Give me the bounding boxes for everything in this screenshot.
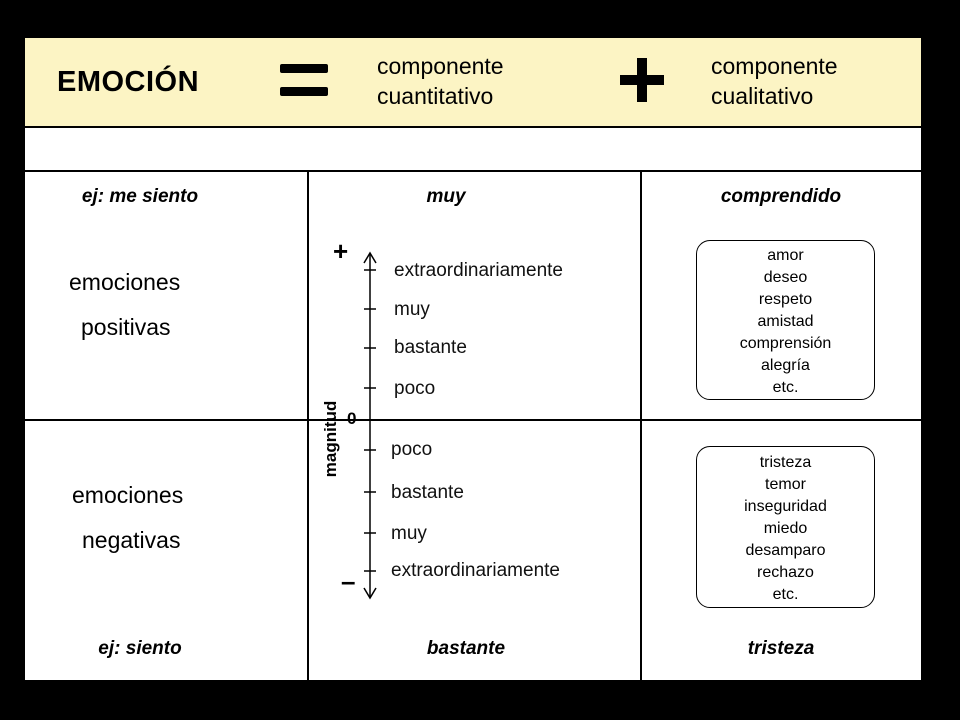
- scale-pos-level-3: bastante: [394, 337, 467, 358]
- diagram-panel: [25, 38, 921, 680]
- negative-emotion-item: inseguridad: [744, 498, 827, 515]
- grid-line-middle: [25, 419, 921, 421]
- magnitude-label: magnitud: [321, 400, 340, 478]
- scale-zero: 0: [347, 409, 357, 428]
- example-bottom-col3: tristeza: [747, 638, 815, 659]
- negative-emotions-label: [72, 473, 183, 563]
- positive-emotion-item: respeto: [758, 291, 813, 308]
- scale-neg-level-1: poco: [391, 439, 433, 460]
- grid-line-col2: [640, 170, 642, 680]
- positive-emotions-label: [69, 260, 180, 350]
- positive-emotion-item: etc.: [772, 379, 799, 396]
- negative-line-1: emociones: [72, 482, 184, 508]
- qualitative-line-1: componente: [711, 53, 838, 79]
- negative-emotion-item: rechazo: [757, 564, 814, 581]
- scale-plus: +: [333, 236, 349, 266]
- magnitude-axis: [355, 248, 385, 603]
- scale-neg-level-3: muy: [391, 523, 427, 544]
- negative-emotions-box: [696, 446, 875, 608]
- negative-line-2: negativas: [82, 527, 181, 553]
- grid-line-col1: [307, 170, 309, 680]
- positive-emotions-box: [696, 240, 875, 400]
- qualitative-line-2: cualitativo: [711, 83, 814, 109]
- positive-emotion-item: comprensión: [739, 335, 832, 352]
- positive-line-2: positivas: [81, 314, 171, 340]
- equals-sign: [280, 64, 328, 110]
- example-top-col3: comprendido: [720, 186, 842, 207]
- negative-emotion-item: desamparo: [745, 542, 826, 559]
- quantitative-line-1: componente: [377, 53, 504, 79]
- quantitative-label: [377, 51, 504, 111]
- scale-pos-level-2: muy: [394, 299, 430, 320]
- negative-emotion-item: tristeza: [759, 454, 812, 471]
- example-bottom-col2: bastante: [426, 638, 506, 659]
- scale-pos-level-1: extraordinariamente: [394, 260, 563, 281]
- positive-emotion-item: deseo: [763, 269, 808, 286]
- quantitative-line-2: cuantitativo: [377, 83, 494, 109]
- positive-emotion-item: amistad: [757, 313, 814, 330]
- positive-emotion-item: alegría: [761, 357, 810, 374]
- example-bottom-col1: ej: siento: [98, 638, 182, 659]
- negative-emotion-item: temor: [765, 476, 806, 493]
- example-top-col1: ej: me siento: [81, 186, 199, 207]
- scale-neg-level-2: bastante: [391, 482, 464, 503]
- title: EMOCIÓN: [57, 66, 200, 98]
- negative-emotion-item: miedo: [763, 520, 808, 537]
- scale-pos-level-4: poco: [394, 378, 436, 399]
- positive-line-1: emociones: [69, 269, 181, 295]
- qualitative-label: [711, 51, 838, 111]
- positive-emotion-item: amor: [767, 247, 804, 264]
- negative-emotion-item: etc.: [772, 586, 799, 603]
- plus-sign: [620, 58, 664, 102]
- scale-neg-level-4: extraordinariamente: [391, 560, 560, 581]
- header-bar: [25, 38, 921, 128]
- scale-minus: –: [341, 566, 356, 596]
- example-top-col2: muy: [426, 186, 466, 207]
- grid-line-top: [25, 170, 921, 172]
